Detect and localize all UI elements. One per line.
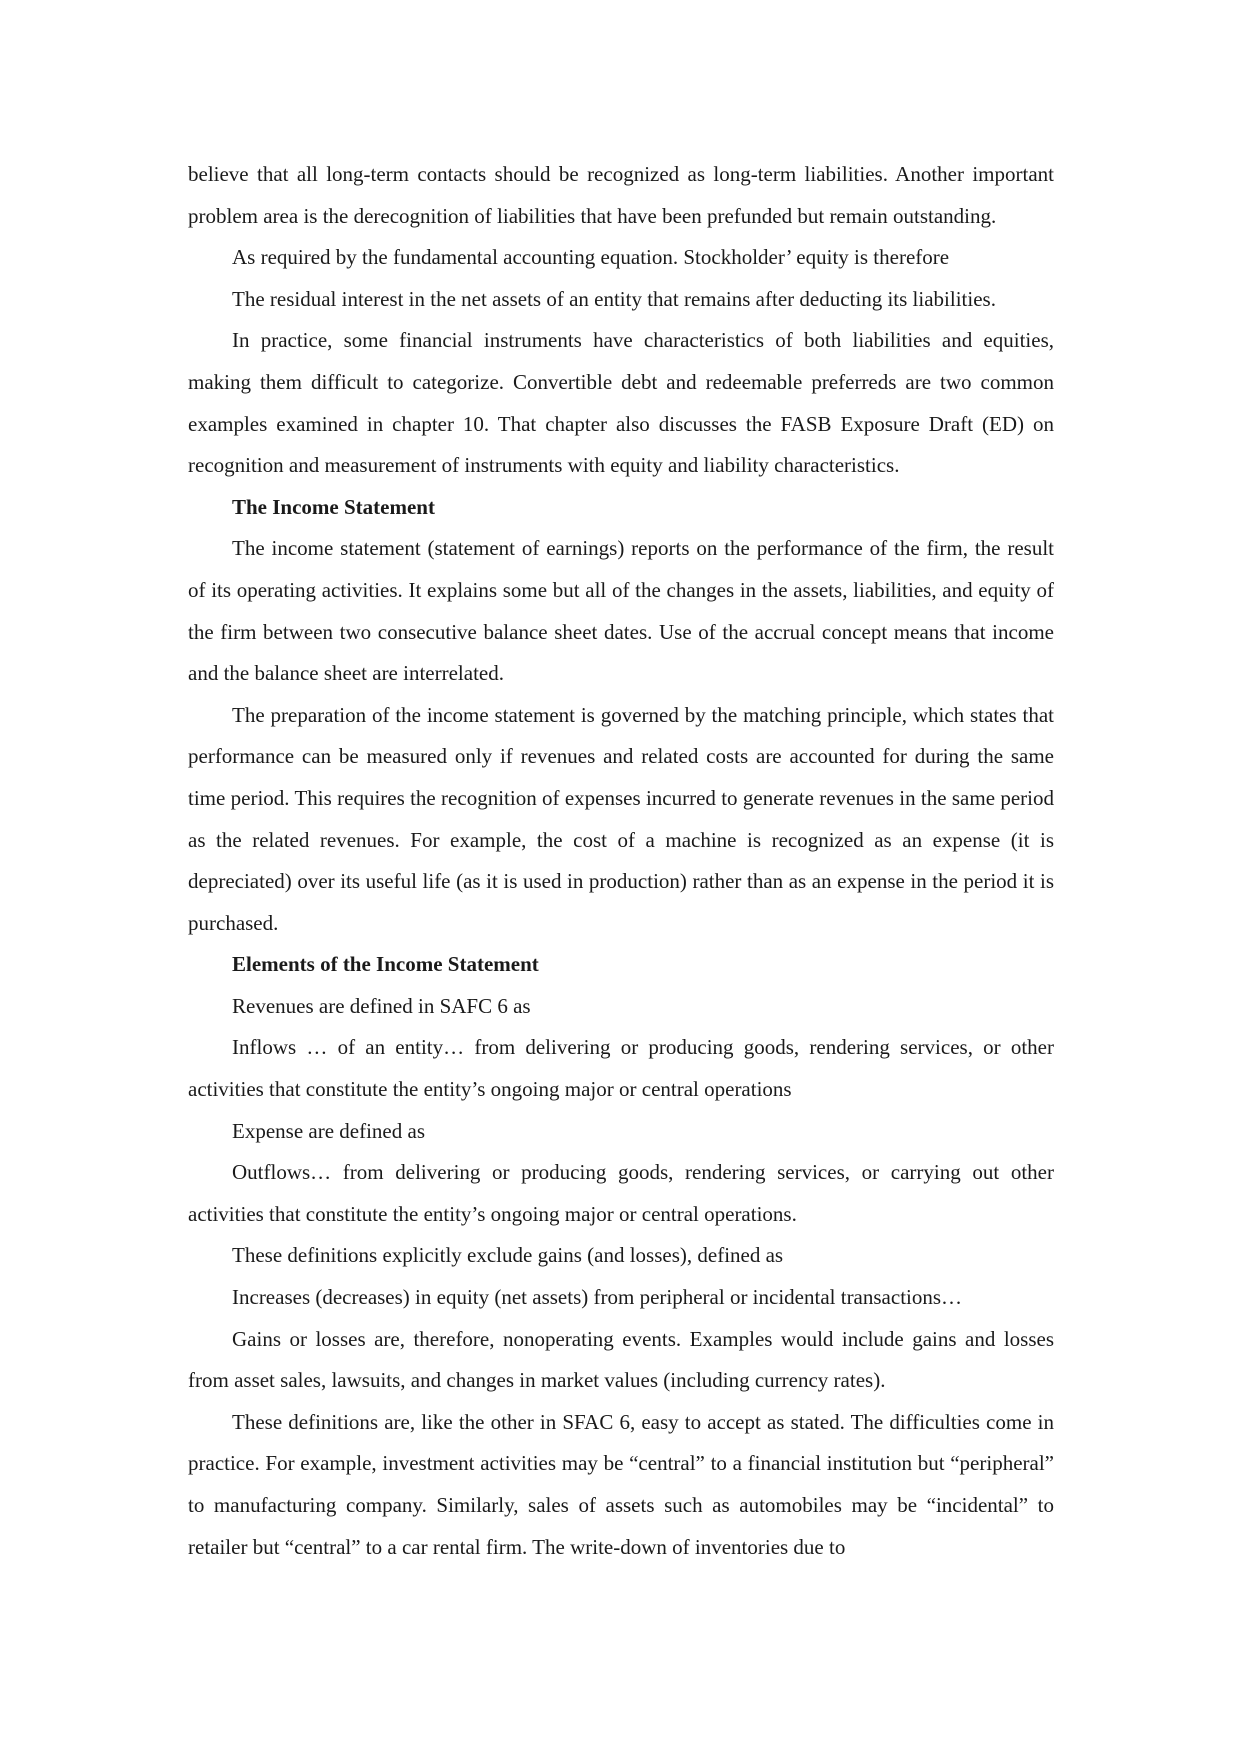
paragraph-matching-principle: The preparation of the income statement is governed by the matching principle, which states that performance can be measured only if revenues and related costs are accounted for during the same time period. This requires the recognition of expenses incurred to generate revenues in the same period as the related revenues. For example, the cost of a machine is recognized as an expense (it is depreciated) over its useful life (as it is used in production) rather than as an expense in the period it is purchased. <box>188 702 1054 935</box>
paragraph-revenues-definition: Inflows … of an entity… from delivering or producing goods, rendering services, or other activities that constitute the entity’s ongoing major or central operations <box>188 1035 1054 1102</box>
paragraph-equity-intro: As required by the fundamental accounting equation. Stockholder’ equity is therefore <box>232 245 950 270</box>
document-page <box>188 154 1054 1568</box>
paragraph-income-statement: The income statement (statement of earnings) reports on the performance of the firm, the result of its operating activities. It explains some but all of the changes in the assets, liabilities, and equity of the firm between two consecutive balance sheet dates. Use of the accrual concept means that income and the balance sheet are interrelated. <box>188 536 1054 686</box>
paragraph-gains-intro: These definitions explicitly exclude gains (and losses), defined as <box>232 1243 784 1268</box>
paragraph-nonoperating-events: Gains or losses are, therefore, nonoperating events. Examples would include gains and losses from asset sales, lawsuits, and changes in market values (including currency rates). <box>188 1326 1054 1393</box>
paragraph-expenses-intro: Expense are defined as <box>232 1118 425 1143</box>
paragraph-equity-definition: The residual interest in the net assets of an entity that remains after deducting its liabilities. <box>232 286 996 311</box>
heading-income-statement: The Income Statement <box>232 494 435 519</box>
paragraph-revenues-intro: Revenues are defined in SAFC 6 as <box>232 993 531 1018</box>
paragraph-financial-instruments: In practice, some financial instruments have characteristics of both liabilities and equities, making them difficult to categorize. Convertible debt and redeemable preferreds are two common examples examined in chapter 10. That chapter also discusses the FASB Exposure Draft (ED) on recognition and measurement of instruments with equity and liability characteristics. <box>188 328 1054 478</box>
paragraph-liabilities-derecognition: believe that all long-term contacts should be recognized as long-term liabilities. Another important problem area is the derecognition of liabilities that have been prefunded but remain outstanding. <box>188 162 1054 228</box>
paragraph-expenses-definition: Outflows… from delivering or producing goods, rendering services, or carrying out other activities that constitute the entity’s ongoing major or central operations. <box>188 1160 1054 1226</box>
paragraph-gains-definition: Increases (decreases) in equity (net assets) from peripheral or incidental transactions… <box>232 1285 963 1310</box>
paragraph-definitions-in-practice: These definitions are, like the other in SFAC 6, easy to accept as stated. The difficulties come in practice. For example, investment activities may be “central” to a financial institution but “peripheral” to manufacturing company. Similarly, sales of assets such as automobiles may be “incidental” to retailer but “central” to a car rental firm. The write-down of inventories due to <box>188 1409 1054 1559</box>
heading-elements-income-statement: Elements of the Income Statement <box>232 952 539 977</box>
